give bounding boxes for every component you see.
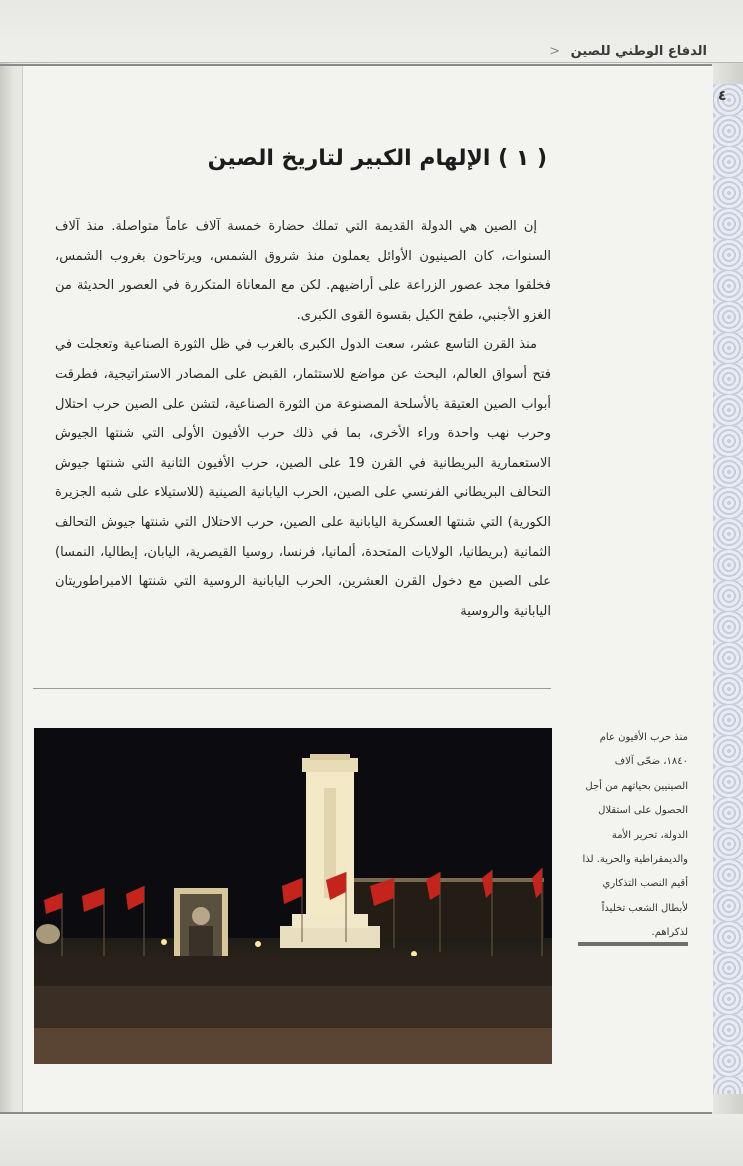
- crowd: [34, 956, 552, 986]
- running-head: [549, 44, 707, 59]
- photo-caption: منذ حرب الأفيون عام ١٨٤٠، ضحّى آلاف الصينيين بحياتهم من أجل الحصول على استقلال الدولة، تحرير الأمة والديمقراطية والحرية. لذا أقيم النصب التذكاري لأبطال الشعب تخليداً لذكراهم.: [582, 732, 688, 939]
- portrait-body: [189, 926, 213, 956]
- monument-plinth: [292, 914, 368, 928]
- chevron-left-icon: <: [549, 44, 561, 59]
- foreground-pavement: [34, 1028, 552, 1064]
- monument-photo: [34, 728, 552, 1064]
- page-title: ( ١ ) الإلهام الكبير لتاريخ الصين: [207, 146, 547, 171]
- portrait-face: [192, 907, 210, 925]
- paragraph: منذ القرن التاسع عشر، سعت الدول الكبرى بالغرب في ظل الثورة الصناعية وتعجلت في فتح أسواق العالم، البحث عن مواضع للاستثمار، القبض على المصادر الاستراتيجية، فطرقت أبواب الصين العتيقة بالأسلحة المصنوعة من الثورة الصناعية، لتشن على الصين حرب احتلال وحرب نهب واحدة وراء الأخرى، بما في ذلك حرب الأفيون الأولى التي شنتها الجيوش الاستعمارية البريطانية في القرن 19 على الصين، حرب الأفيون الثانية التي شنتها جيوش التحالف البريطاني الفرنسي على الصين، الحرب اليابانية الصينية (للاستيلاء على شبه الجزيرة الكورية) التي شنتها العسكرية اليابانية على الصين، حرب الاحتلال التي شنتها جيوش التحالف الثمانية (بريطانيا، الولايات المتحدة، ألمانيا، فرنسا، روسيا القيصرية، اليابان، إيطاليا، النمسا) على الصين مع دخول القرن العشرين، الحرب اليابانية الروسية التي شنتها الامبراطوريتان اليابانية والروسية: [55, 337, 551, 619]
- section-divider: [33, 688, 551, 689]
- page-number: ٤: [718, 88, 727, 104]
- running-head-text: الدفاع الوطني للصين: [570, 44, 707, 59]
- bottom-margin: [0, 1114, 743, 1166]
- monument-photo-illustration: [34, 728, 552, 1064]
- monument-top: [302, 758, 358, 772]
- caption-rule: [578, 942, 688, 946]
- dome-building: [36, 924, 60, 944]
- decorative-border: [712, 84, 743, 1094]
- monument-base: [280, 926, 380, 948]
- monument-cap: [310, 754, 350, 760]
- article-body: [55, 212, 551, 626]
- paragraph: إن الصين هي الدولة القديمة التي تملك حضارة خمسة آلاف عاماً متواصلة. منذ آلاف السنوات، كان الصينيون الأوائل يعملون منذ شروق الشمس، ويرتاحون بغروب الشمس، فخلقوا مجد عصور الزراعة على أراضيهم. لكن مع المعاناة المتكررة في العصور الحديثة من الغزو الأجنبي، طفح الكيل بقسوة القوى الكبرى.: [55, 219, 551, 323]
